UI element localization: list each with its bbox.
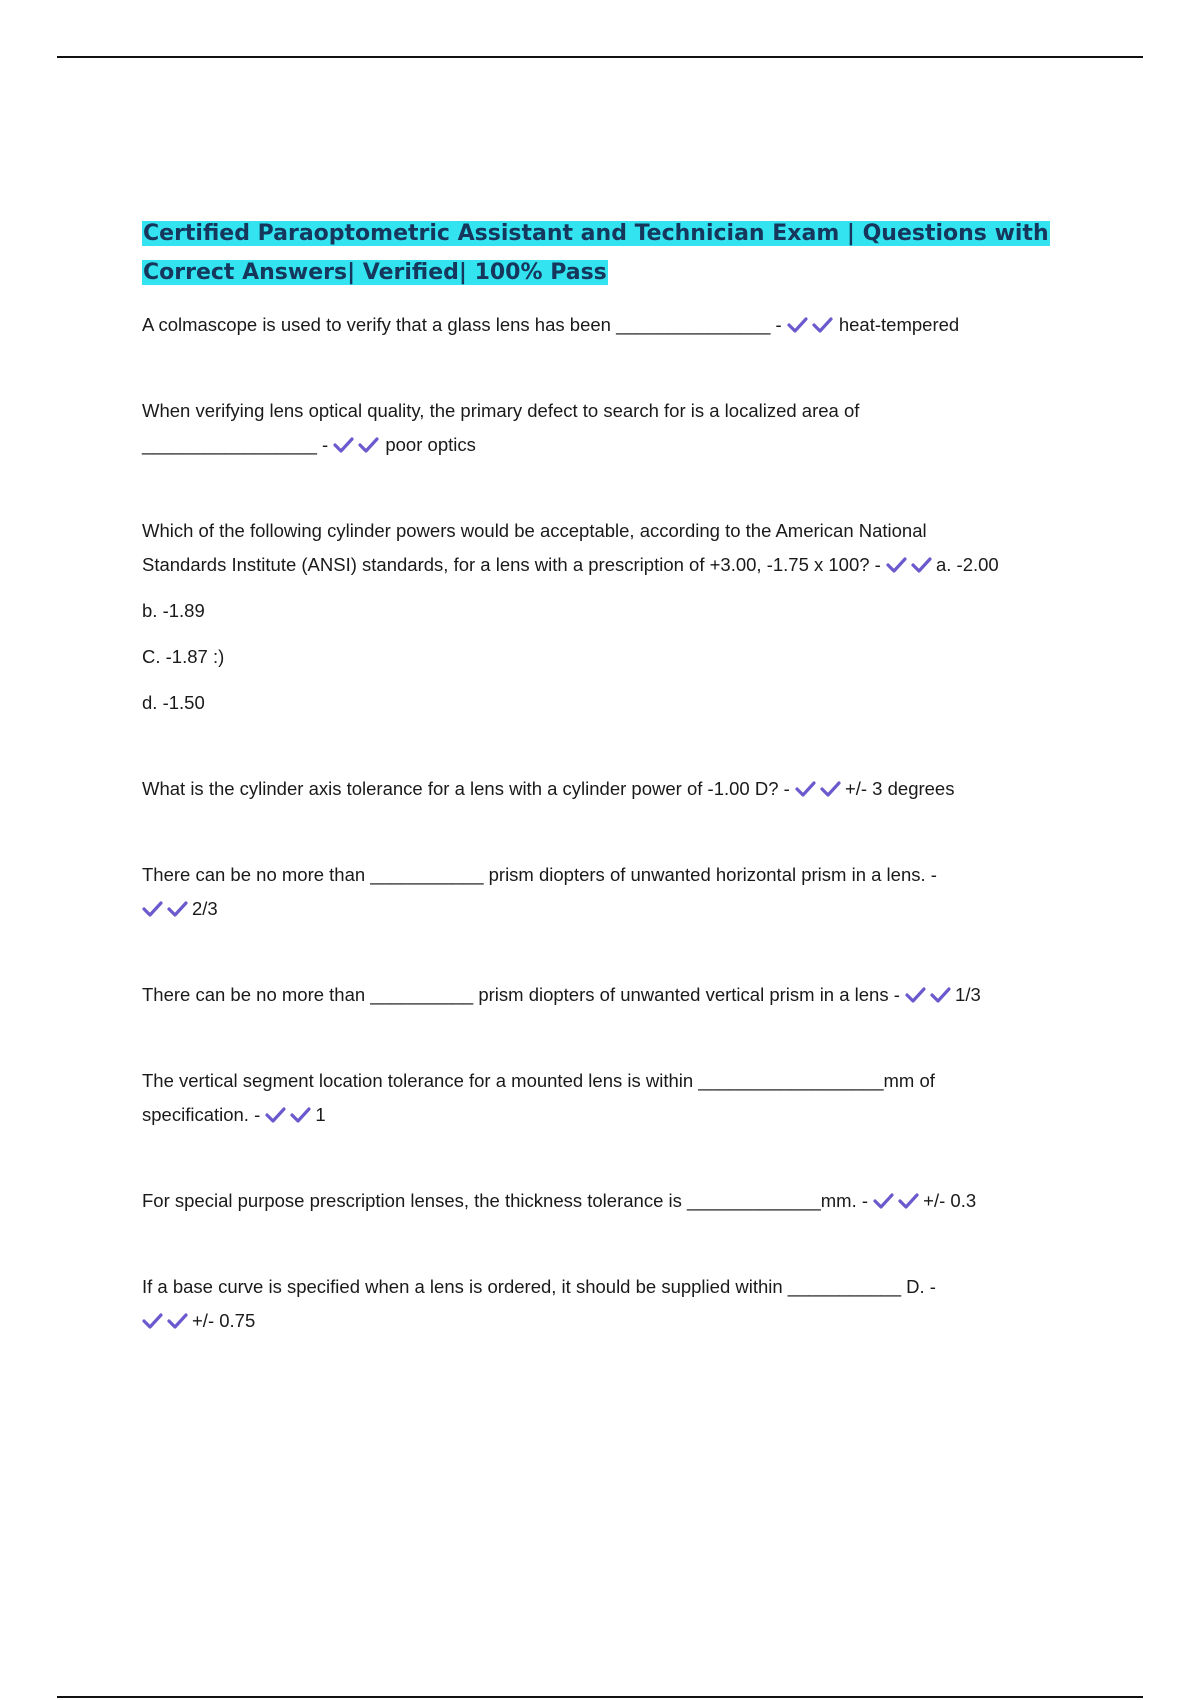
check-icon [873,1193,894,1209]
question-text: What is the cylinder axis tolerance for a lens with a cylinder power of -1.00 D? - [142,778,790,799]
document-body [142,214,1082,1338]
qa-item-1 [142,308,1082,342]
check-icon [358,437,379,453]
answer-text: +/- 0.3 [923,1190,977,1211]
check-icon [333,437,354,453]
header-rule [57,56,1143,58]
check-icon [812,317,833,333]
title-line-1: Certified Paraoptometric Assistant and Technician Exam | Questions with [143,221,1049,246]
question-text-cont: _________________ - [142,434,329,455]
question-text: A colmascope is used to verify that a glass lens has been _______________ - [142,314,782,335]
qa-item-4 [142,772,1082,806]
qa-item-2 [142,394,1082,462]
check-icon [167,1313,188,1329]
option-b: b. -1.89 [142,600,205,621]
check-icon [905,987,926,1003]
question-text: There can be no more than __________ prism diopters of unwanted vertical prism in a lens - [142,984,900,1005]
document-title [142,214,1082,292]
option-c: C. -1.87 :) [142,646,225,667]
check-icon [142,1313,163,1329]
qa-item-7 [142,1064,1082,1132]
question-text-cont: Standards Institute (ANSI) standards, for a lens with a prescription of +3.00, -1.75 x 100? - [142,554,881,575]
check-icon [167,901,188,917]
question-text: The vertical segment location tolerance for a mounted lens is within __________________mm of [142,1070,935,1091]
check-icon [795,781,816,797]
answer-text: 1/3 [955,984,981,1005]
answer-text: 2/3 [192,898,218,919]
footer-rule [57,1696,1143,1698]
answer-text: heat-tempered [838,314,960,335]
qa-item-6 [142,978,1082,1012]
question-text: There can be no more than ___________ prism diopters of unwanted horizontal prism in a lens. - [142,864,937,885]
question-text-cont: specification. - [142,1104,261,1125]
check-icon [265,1107,286,1123]
question-text: If a base curve is specified when a lens is ordered, it should be supplied within ___________ D. - [142,1276,936,1297]
check-icon [898,1193,919,1209]
qa-item-5 [142,858,1082,926]
qa-item-8 [142,1184,1082,1218]
question-text: For special purpose prescription lenses, the thickness tolerance is _____________mm. - [142,1190,869,1211]
option-d: d. -1.50 [142,692,205,713]
check-icon [911,557,932,573]
answer-text: poor optics [385,434,476,455]
check-icon [820,781,841,797]
question-text: When verifying lens optical quality, the primary defect to search for is a localized area of [142,400,860,421]
qa-item-3 [142,514,1082,582]
check-icon [290,1107,311,1123]
qa-item-9 [142,1270,1082,1338]
answer-text: +/- 3 degrees [844,778,955,799]
check-icon [930,987,951,1003]
check-icon [142,901,163,917]
check-icon [787,317,808,333]
question-text: Which of the following cylinder powers would be acceptable, according to the American National [142,520,927,541]
answer-text: 1 [315,1104,326,1125]
check-icon [886,557,907,573]
answer-text: +/- 0.75 [192,1310,256,1331]
answer-text: a. -2.00 [935,554,999,575]
title-line-2: Correct Answers| Verified| 100% Pass [143,260,607,285]
